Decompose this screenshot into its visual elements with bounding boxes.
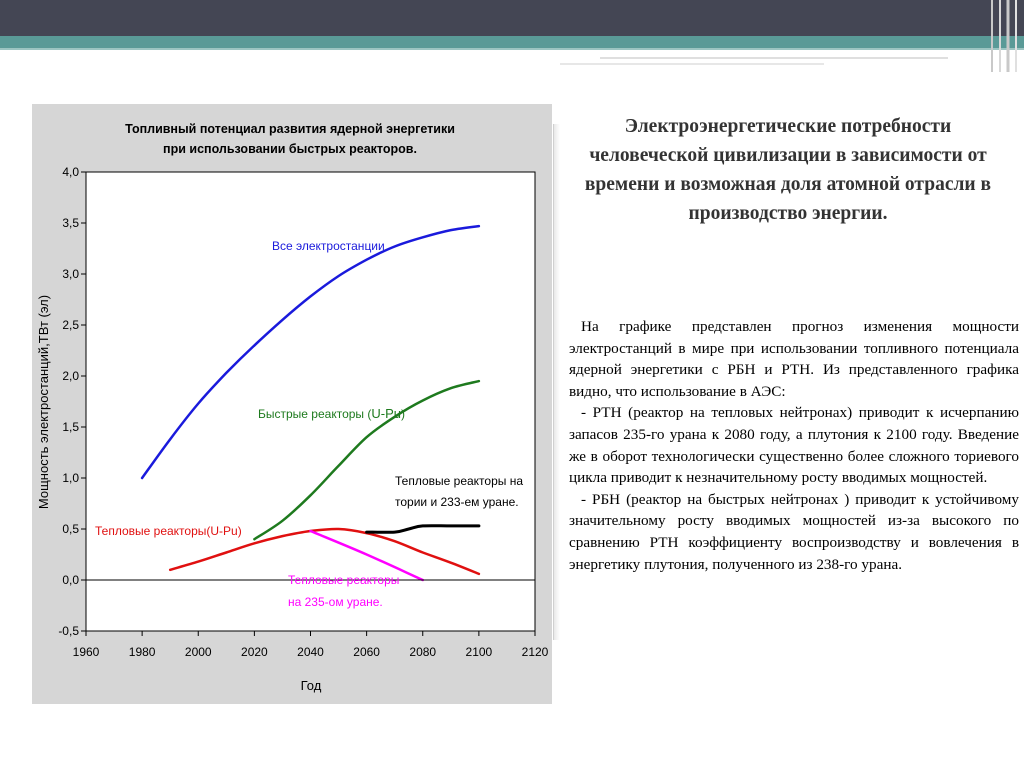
y-tick-label: 3,5 [62, 216, 79, 230]
annotation-fast-reactors-post: ) [401, 407, 405, 421]
x-tick-label: 2120 [521, 645, 549, 659]
corner-decoration [984, 0, 1024, 72]
y-tick-label: 2,5 [62, 318, 79, 332]
annotation-thermal-u235-line-2: на 235-ом уране. [288, 595, 383, 609]
x-tick-label: 2000 [184, 645, 212, 659]
paragraph-intro: На графике представлен прогноз изменения мощности электростанций в мире при использовании топливного потенциала ядерной энергетики с РБН и РТН. Из представленного графика видно, что использование в АЭС: [569, 318, 1019, 400]
accent-stripe-thin [0, 48, 1024, 50]
y-tick-label: 1,5 [62, 420, 79, 434]
x-tick-label: 2080 [409, 645, 437, 659]
slide-body [569, 316, 1019, 575]
accent-stripe [0, 36, 1024, 48]
x-tick-label: 2040 [297, 645, 324, 659]
chart-title-line-2: при использовании быстрых реакторов. [163, 142, 417, 156]
annotation-thorium-line-2: тории и 233-ем уране. [395, 495, 519, 509]
annotation-thermal-u235-line-1: Тепловые реакторы [288, 573, 400, 587]
y-tick-label: 3,0 [62, 267, 79, 281]
y-tick-label: 0,0 [62, 573, 79, 587]
x-tick-label: 1960 [72, 645, 100, 659]
annotation-all-plants: Все электростанции [272, 239, 385, 253]
fuel-potential-chart [32, 104, 552, 704]
chart-title-line-1: Топливный потенциал развития ядерной энергетики [125, 122, 455, 136]
annotation-fast-reactors [258, 406, 405, 421]
annotation-thorium-line-1: Тепловые реакторы на [395, 474, 524, 488]
y-tick-label: 2,0 [62, 369, 79, 383]
y-tick-label: 0,5 [62, 522, 79, 536]
paragraph-thermal-reactors: - РТН (реактор на тепловых нейтронах) приводит к исчерпанию запасов 235-го урана к 2080 году, а плутония к 2100 году. Введение же в оборот технологически существенно более сложного ториевого цикла приводит к незначительному росту вводимых мощностей. [569, 404, 1019, 487]
y-tick-label: 1,0 [62, 471, 79, 485]
x-axis-label: Год [300, 678, 322, 693]
decorative-lines [560, 52, 960, 72]
chart-panel [32, 104, 552, 704]
y-tick-label: -0,5 [58, 624, 79, 638]
top-title-bar [0, 0, 1024, 36]
x-tick-label: 2100 [465, 645, 493, 659]
slide-divider-shadow [553, 124, 560, 640]
x-tick-label: 2020 [241, 645, 268, 659]
slide-heading: Электроэнергетические потребности человеческой цивилизации в зависимости от времени и возможная доля атомной отрасли в производство энергии. [584, 116, 992, 224]
y-axis-label: Мощность электростанций,ТВт (эл) [36, 294, 51, 510]
y-tick-label: 4,0 [62, 165, 79, 179]
annotation-thermal-upu: Тепловые реакторы(U-Pu) [95, 524, 242, 538]
x-tick-label: 2060 [353, 645, 380, 659]
annotation-fast-reactors-pre: Быстрые реакторы ( [258, 407, 372, 421]
x-tick-label: 1980 [128, 645, 156, 659]
annotation-fast-reactors-fuel: U-Pu [371, 406, 401, 421]
paragraph-fast-reactors: - РБН (реактор на быстрых нейтронах ) приводит к устойчивому значительному росту вводимых мощностей из-за высокого по сравнению РТН коэффициенту воспроизводству и вовлечения в энергетику плутония, полученного из 238-го урана. [569, 490, 1019, 573]
